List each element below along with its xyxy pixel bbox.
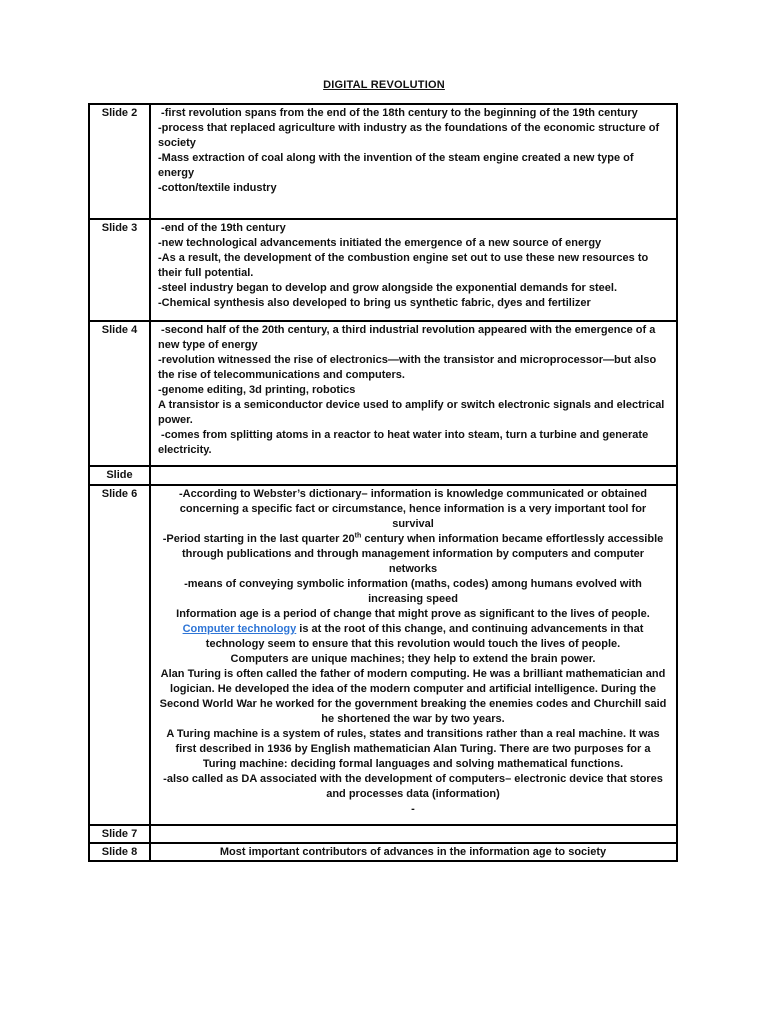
- paragraph: Most important contributors of advances in the information age to society: [219, 846, 607, 858]
- text-segment: -Period starting in the last quarter 20: [162, 533, 355, 545]
- table-row-slide-7: [89, 825, 677, 843]
- paragraph: -first revolution spans from the end of the 18th century to the beginning of the 19th century: [158, 107, 638, 119]
- slide-4-label: Slide 4: [89, 321, 150, 466]
- paragraph: [158, 607, 668, 652]
- slides-table: [88, 103, 678, 862]
- table-row-slide-6: [89, 485, 677, 825]
- paragraph: -means of conveying symbolic information (maths, codes) among humans evolved with increasing speed: [184, 578, 642, 605]
- slide-6-label: Slide 6: [89, 485, 150, 825]
- computer-technology-link[interactable]: Computer technology: [182, 623, 297, 635]
- slide-7-content: [150, 825, 677, 843]
- paragraph: [158, 532, 668, 577]
- table-row-slide-8: [89, 843, 677, 861]
- paragraph: -genome editing, 3d printing, robotics: [158, 384, 356, 396]
- slide-2-content: [150, 104, 677, 219]
- table-row-slide-3: [89, 219, 677, 321]
- paragraph: Computers are unique machines; they help to extend the brain power.: [230, 653, 596, 665]
- paragraph: -Mass extraction of coal along with the invention of the steam engine created a new type of energy: [158, 152, 634, 179]
- paragraph: Alan Turing is often called the father of modern computing. He was a brilliant mathematician and logician. He developed the idea of the modern computer and artificial intelligence. During the Second World War he worked for the government breaking the enemies codes and Churchill said he shortened the war by two years.: [159, 668, 667, 725]
- paragraph: -also called as DA associated with the development of computers– electronic device that stores and processes data (information): [163, 773, 663, 800]
- text-segment: century when information became effortlessly accessible through publications and through management information by computers and computer networks: [181, 533, 664, 575]
- slide-6-content: [150, 485, 677, 825]
- paragraph: -Chemical synthesis also developed to bring us synthetic fabric, dyes and fertilizer: [158, 297, 591, 309]
- table-row-slide-4: [89, 321, 677, 466]
- paragraph: A transistor is a semiconductor device used to amplify or switch electronic signals and electrical power.: [158, 399, 665, 426]
- document-title: DIGITAL REVOLUTION: [323, 79, 445, 91]
- text-segment: Information age is a period of change that might prove as significant to the lives of people.: [176, 608, 650, 620]
- paragraph: -cotton/textile industry: [158, 182, 277, 194]
- slide-5-label: Slide: [89, 466, 150, 485]
- paragraph: -As a result, the development of the combustion engine set out to use these new resources to their full potential.: [158, 252, 649, 279]
- slide-4-content: [150, 321, 677, 466]
- paragraph: -comes from splitting atoms in a reactor to heat water into steam, turn a turbine and generate electricity.: [158, 429, 649, 456]
- paragraph: -end of the 19th century: [158, 222, 286, 234]
- paragraph: -second half of the 20th century, a third industrial revolution appeared with the emergence of a new type of energy: [158, 324, 656, 351]
- paragraph: -new technological advancements initiated the emergence of a new source of energy: [158, 237, 602, 249]
- paragraph: -: [411, 803, 415, 815]
- superscript-th: th: [354, 532, 362, 540]
- paragraph: -process that replaced agriculture with industry as the foundations of the economic structure of society: [158, 122, 660, 149]
- slide-2-label: Slide 2: [89, 104, 150, 219]
- paragraph: -steel industry began to develop and grow alongside the exponential demands for steel.: [158, 282, 618, 294]
- table-row-slide-2: [89, 104, 677, 219]
- slide-7-label: Slide 7: [89, 825, 150, 843]
- slide-3-content: [150, 219, 677, 321]
- table-row-slide-5-empty: [89, 466, 677, 485]
- slide-8-label: Slide 8: [89, 843, 150, 861]
- slide-8-content: [150, 843, 677, 861]
- slide-3-label: Slide 3: [89, 219, 150, 321]
- paragraph: -revolution witnessed the rise of electronics—with the transistor and microprocessor—but also the rise of telecommunications and computers.: [158, 354, 657, 381]
- paragraph: -According to Webster’s dictionary– information is knowledge communicated or obtained concerning a specific fact or circumstance, hence information is a very important tool for survival: [179, 488, 647, 530]
- slide-5-content: [150, 466, 677, 485]
- text-segment: is at the root of this change, and continuing advancements in that technology seem to ensure that this revolution would touch the lives of people.: [205, 623, 644, 650]
- paragraph: A Turing machine is a system of rules, states and transitions rather than a real machine. It was first described in 1936 by English mathematician Alan Turing. There are two purposes for a Turing machine: deciding formal languages and solving mathematical functions.: [166, 728, 660, 770]
